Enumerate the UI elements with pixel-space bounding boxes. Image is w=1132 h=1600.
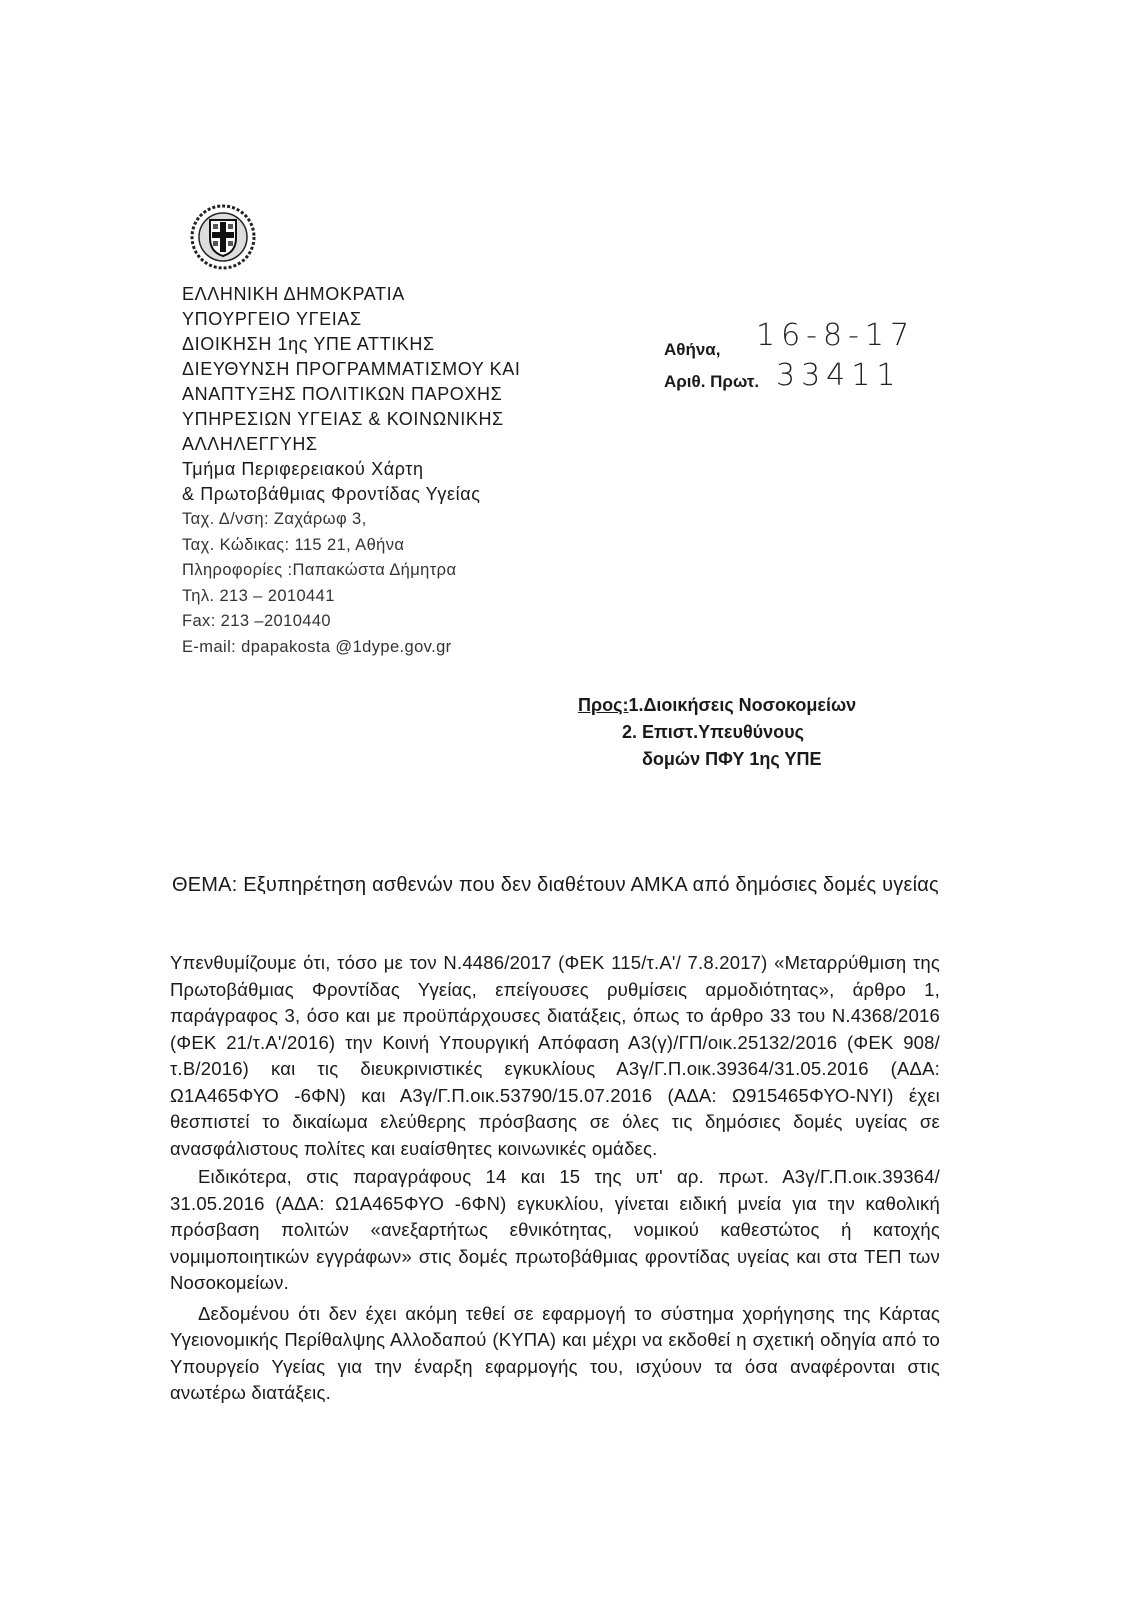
subject-line: ΘΕΜΑ: Εξυπηρέτηση ασθενών που δεν διαθέτουν ΑΜΚΑ από δημόσιες δομές υγείας bbox=[172, 874, 939, 896]
recipient-3: δομών ΠΦΥ 1ης ΥΠΕ bbox=[642, 749, 822, 769]
body-paragraph: Υπενθυμίζουμε ότι, τόσο με τον Ν.4486/2017 (ΦΕΚ 115/τ.Α'/ 7.8.2017) «Μεταρρύθμιση της Πρωτοβάθμιας Φροντίδας Υγείας, επείγουσες ρυθμίσεις αρμοδιότητας», άρθρο 1, παράγραφος 3, όσο και με προϋπάρχουσες διατάξεις, όπως το άρθρο 33 του Ν.4368/2016 (ΦΕΚ 21/τ.Α'/2016) την Κοινή Υπουργική Απόφαση Α3(γ)/ΓΠ/οικ.25132/2016 (ΦΕΚ 908/τ.Β/2016) και τις διευκρινιστικές εγκυκλίους Α3γ/Γ.Π.οικ.39364/31.05.2016 (ΑΔΑ: Ω1Α465ΦΥΟ -6ΦΝ) και Α3γ/Γ.Π.οικ.53790/15.07.2016 (ΑΔΑ: Ω915465ΦΥΟ-ΝΥΙ) έχει θεσπιστεί το δικαίωμα ελεύθερης πρόσβασης σε όλες τις δημόσιες δομές υγείας σε ανασφάλιστους πολίτες και ευαίσθητες κοινωνικές ομάδες. bbox=[170, 952, 940, 1159]
recipients-block bbox=[578, 692, 938, 773]
recipient-2: 2. Επιστ.Υπευθύνους bbox=[622, 722, 805, 742]
contact-line: E-mail: dpapakosta @1dype.gov.gr bbox=[182, 637, 452, 656]
contact-line: Ταχ. Δ/νση: Ζαχάρωφ 3, bbox=[182, 510, 367, 528]
place-label: Αθήνα, bbox=[664, 340, 721, 359]
contact-line: Τηλ. 213 – 2010441 bbox=[182, 586, 335, 605]
document-body bbox=[170, 950, 940, 1409]
contact-line: Fax: 213 –2010440 bbox=[182, 612, 331, 630]
body-paragraph: Ειδικότερα, στις παραγράφους 14 και 15 της υπ' αρ. πρωτ. Α3γ/Γ.Π.οικ.39364/ 31.05.2016 (ΑΔΑ: Ω1Α465ΦΥΟ -6ΦΝ) εγκυκλίου, γίνεται ειδική μνεία για την καθολική πρόσβαση πολιτών «ανεξαρτήτως εθνικότητας, νομικού καθεστώτος ή κατοχής νομιμοποιητικών εγγράφων» στις δομές πρωτοβάθμιας φροντίδας υγείας και στα ΤΕΠ των Νοσοκομείων. bbox=[170, 1166, 940, 1293]
handwritten-date: 16-8-17 bbox=[756, 318, 916, 353]
recipient-1: 1.Διοικήσεις Νοσοκομείων bbox=[628, 695, 857, 715]
header-line: ΥΠΟΥΡΓΕΙΟ ΥΓΕΙΑΣ bbox=[182, 309, 362, 329]
protocol-label: Αριθ. Πρωτ. bbox=[664, 372, 760, 391]
header-line: Τμήμα Περιφερειακού Χάρτη bbox=[182, 459, 424, 479]
coat-of-arms-emblem bbox=[188, 202, 258, 272]
header-line: ΥΠΗΡΕΣΙΩΝ ΥΓΕΙΑΣ & ΚΟΙΝΩΝΙΚΗΣ bbox=[182, 409, 504, 429]
header-line: ΕΛΛΗΝΙΚΗ ΔΗΜΟΚΡΑΤΙΑ bbox=[182, 284, 405, 304]
header-line: ΑΛΛΗΛΕΓΓΥΗΣ bbox=[182, 434, 318, 454]
header-line: ΑΝΑΠΤΥΞΗΣ ΠΟΛΙΤΙΚΩΝ ΠΑΡΟΧΗΣ bbox=[182, 384, 503, 404]
handwritten-protocol-number: 33411 bbox=[776, 358, 902, 393]
header-line: & Πρωτοβάθμιας Φροντίδας Υγείας bbox=[182, 484, 481, 504]
recipients-prefix: Προς: bbox=[578, 695, 629, 715]
header-line: ΔΙΟΙΚΗΣΗ 1ης ΥΠΕ ΑΤΤΙΚΗΣ bbox=[182, 334, 435, 354]
date-protocol-block bbox=[664, 318, 1004, 398]
contact-line: Πληροφορίες :Παπακώστα Δήμητρα bbox=[182, 561, 457, 579]
header-line: ΔΙΕΥΘΥΝΣΗ ΠΡΟΓΡΑΜΜΑΤΙΣΜΟΥ ΚΑΙ bbox=[182, 359, 521, 379]
body-paragraph: Δεδομένου ότι δεν έχει ακόμη τεθεί σε εφαρμογή το σύστημα χορήγησης της Κάρτας Υγειονομικής Περίθαλψης Αλλοδαπού (ΚΥΠΑ) και μέχρι να εκδοθεί η σχετική οδηγία από το Υπουργείο Υγείας για την έναρξη εφαρμογής του, ισχύουν τα όσα αναφέρονται στις ανωτέρω διατάξεις. bbox=[170, 1302, 940, 1403]
sender-header bbox=[182, 282, 622, 660]
contact-line: Ταχ. Κώδικας: 115 21, Αθήνα bbox=[182, 535, 405, 554]
